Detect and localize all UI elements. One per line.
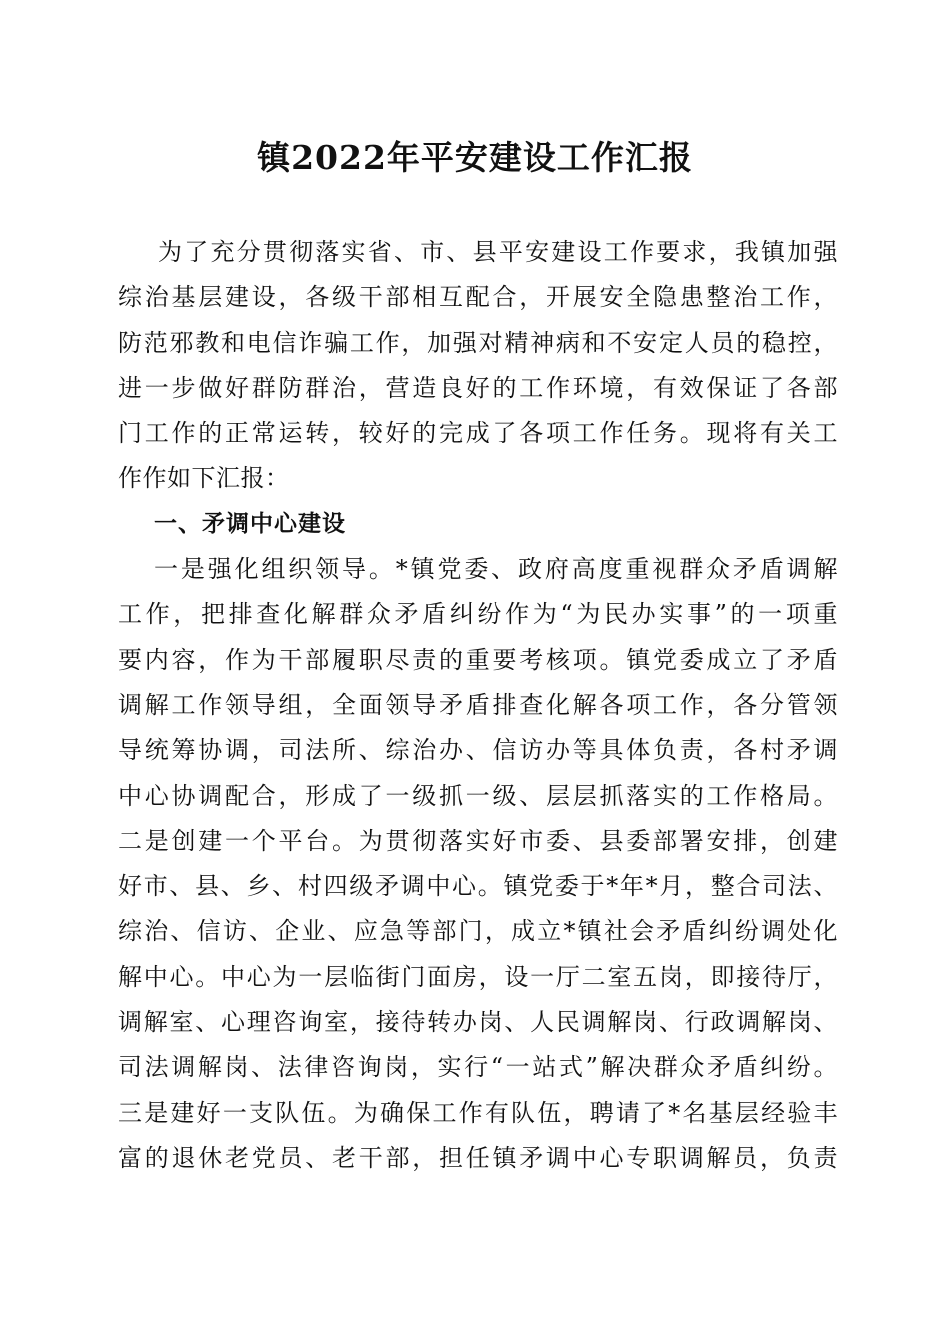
document-body [118, 230, 838, 1181]
paragraph-line: 司法调解岗、法律咨询岗，实行“一站式”解决群众矛盾纠纷。 [118, 1053, 838, 1082]
paragraph-line: 导统筹协调，司法所、综治办、信访办等具体负责，各村矛调 [118, 736, 838, 765]
paragraph-line: 作作如下汇报： [118, 464, 290, 493]
paragraph-line: 一是强化组织领导。*镇党委、政府高度重视群众矛盾调解 [154, 555, 838, 584]
paragraph-line: 中心协调配合，形成了一级抓一级、层层抓落实的工作格局。 [118, 781, 838, 810]
section-heading: 一、矛调中心建设 [154, 510, 346, 537]
paragraph-line: 三是建好一支队伍。为确保工作有队伍，聘请了*名基层经验丰 [118, 1098, 838, 1127]
paragraph-line: 好市、县、乡、村四级矛调中心。镇党委于*年*月，整合司法、 [118, 872, 838, 901]
paragraph-line: 门工作的正常运转，较好的完成了各项工作任务。现将有关工 [118, 419, 838, 448]
paragraph-line: 调解室、心理咨询室，接待转办岗、人民调解岗、行政调解岗、 [118, 1008, 838, 1037]
paragraph-line: 防范邪教和电信诈骗工作，加强对精神病和不安定人员的稳控， [118, 328, 838, 357]
paragraph-line: 进一步做好群防群治，营造良好的工作环境，有效保证了各部 [118, 373, 838, 402]
paragraph-line: 工作，把排查化解群众矛盾纠纷作为“为民办实事”的一项重 [118, 600, 838, 629]
paragraph-line: 调解工作领导组，全面领导矛盾排查化解各项工作，各分管领 [118, 690, 838, 719]
paragraph-line: 为了充分贯彻落实省、市、县平安建设工作要求，我镇加强 [158, 238, 838, 266]
page-title: 镇2022年平安建设工作汇报 [257, 138, 693, 177]
paragraph-line: 富的退休老党员、老干部，担任镇矛调中心专职调解员，负责 [118, 1143, 838, 1172]
paragraph-line: 要内容，作为干部履职尽责的重要考核项。镇党委成立了矛盾 [118, 645, 838, 674]
paragraph-line: 综治基层建设，各级干部相互配合，开展安全隐患整治工作， [118, 283, 838, 312]
paragraph-line: 综治、信访、企业、应急等部门，成立*镇社会矛盾纠纷调处化 [118, 917, 838, 946]
paragraph-line: 二是创建一个平台。为贯彻落实好市委、县委部署安排，创建 [118, 826, 838, 855]
paragraph-line: 解中心。中心为一层临街门面房，设一厅二室五岗，即接待厅， [118, 962, 838, 991]
